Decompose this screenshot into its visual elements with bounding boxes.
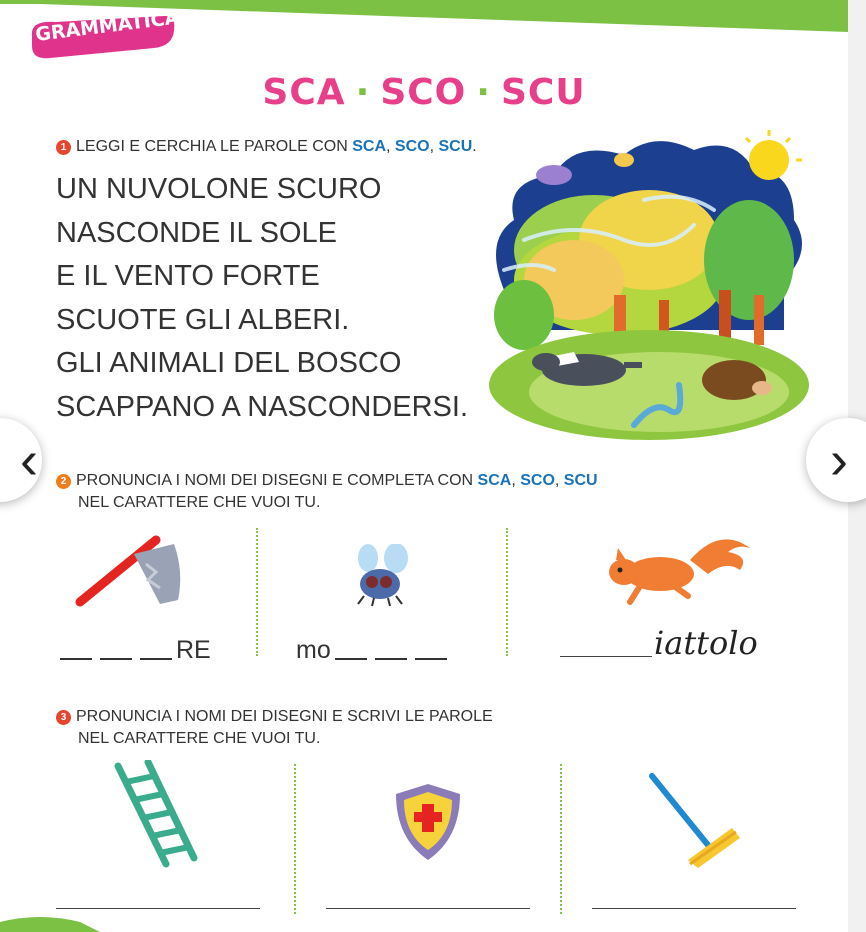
exercise-2-line-2: NEL CARATTERE CHE VUOI TU. bbox=[78, 494, 321, 511]
column-divider bbox=[294, 764, 296, 914]
bottom-accent bbox=[0, 912, 100, 932]
grammatica-badge: GRAMMATICA bbox=[34, 6, 181, 46]
exercise-number-3: 3 bbox=[56, 710, 71, 725]
previous-page-button[interactable] bbox=[0, 418, 42, 502]
fly-icon bbox=[346, 544, 416, 608]
comma: , bbox=[386, 138, 391, 155]
answer-line-broom[interactable] bbox=[592, 908, 796, 909]
blank[interactable] bbox=[140, 658, 172, 660]
chevron-left-icon: ‹ bbox=[20, 430, 38, 490]
comma: , bbox=[429, 138, 435, 155]
period: . bbox=[472, 138, 477, 155]
blank[interactable] bbox=[100, 658, 132, 660]
column-divider bbox=[256, 528, 258, 656]
highlight-sco: SCO bbox=[394, 138, 430, 155]
poem-line-2: NASCONDE IL SOLE bbox=[56, 216, 337, 249]
title-separator: · bbox=[476, 72, 491, 113]
axe-icon bbox=[74, 532, 194, 612]
title-sca: SCA bbox=[262, 72, 346, 113]
exercise-number-1: 1 bbox=[56, 140, 71, 155]
title-separator: · bbox=[355, 72, 371, 113]
exercise-3-instruction bbox=[56, 706, 493, 750]
blank-line[interactable] bbox=[560, 656, 652, 657]
squirrel-icon bbox=[600, 530, 756, 610]
exercise-2-line-1: 2 PRONUNCIA I NOMI DEI DISEGNI E COMPLETA CON SCA, SCO, SCU bbox=[56, 470, 598, 492]
broom-icon bbox=[644, 770, 748, 874]
exercise-number-2: 2 bbox=[56, 474, 71, 489]
column-divider bbox=[560, 764, 562, 914]
poem-line-3: E IL VENTO FORTE bbox=[56, 260, 320, 292]
highlight-sca: SCA bbox=[352, 138, 387, 155]
answer-line-shield[interactable] bbox=[326, 908, 530, 909]
word-prefix: mo bbox=[296, 636, 331, 664]
blank[interactable] bbox=[60, 658, 92, 660]
poem-text bbox=[56, 168, 468, 429]
word-axe bbox=[56, 636, 211, 665]
exercise-3-line-2: NEL CARATTERE CHE VUOI TU. bbox=[78, 730, 321, 747]
poem-line-4: SCUOTE GLI ALBERI. bbox=[56, 303, 350, 336]
ladder-icon bbox=[110, 760, 204, 870]
chevron-right-icon: › bbox=[830, 430, 848, 490]
word-suffix: RE bbox=[176, 636, 211, 664]
blank[interactable] bbox=[415, 658, 447, 660]
instruction-text: LEGGI E CERCHIA LE PAROLE CON bbox=[76, 138, 348, 155]
title-scu: SCU bbox=[500, 72, 586, 113]
shield-icon bbox=[392, 782, 464, 862]
blank[interactable] bbox=[375, 658, 407, 660]
answer-line-ladder[interactable] bbox=[56, 908, 260, 909]
highlight-scu: SCU bbox=[563, 472, 598, 489]
highlight-sca: SCA bbox=[477, 472, 512, 489]
exercise-1-instruction bbox=[56, 136, 477, 158]
word-fly bbox=[296, 636, 451, 665]
highlight-sco: SCO bbox=[520, 472, 555, 489]
highlight-scu: SCU bbox=[438, 138, 473, 155]
forest-storm-illustration bbox=[484, 130, 814, 440]
instruction-text: PRONUNCIA I NOMI DEI DISEGNI E COMPLETA CON bbox=[76, 472, 474, 489]
blank[interactable] bbox=[335, 658, 367, 660]
word-squirrel-suffix: iattolo bbox=[654, 624, 758, 662]
poem-line-6: SCAPPANO A NASCONDERSI. bbox=[56, 390, 469, 423]
column-divider bbox=[506, 528, 508, 656]
poem-line-5: GLI ANIMALI DEL BOSCO bbox=[56, 347, 402, 379]
page-title bbox=[0, 72, 848, 113]
instruction-text: PRONUNCIA I NOMI DEI DISEGNI E SCRIVI LE PAROLE bbox=[76, 708, 493, 725]
title-sco: SCO bbox=[380, 72, 467, 113]
poem-line-1: UN NUVOLONE SCURO bbox=[56, 173, 382, 205]
exercise-3-line-1 bbox=[56, 706, 493, 728]
exercise-2-instruction bbox=[56, 470, 598, 514]
